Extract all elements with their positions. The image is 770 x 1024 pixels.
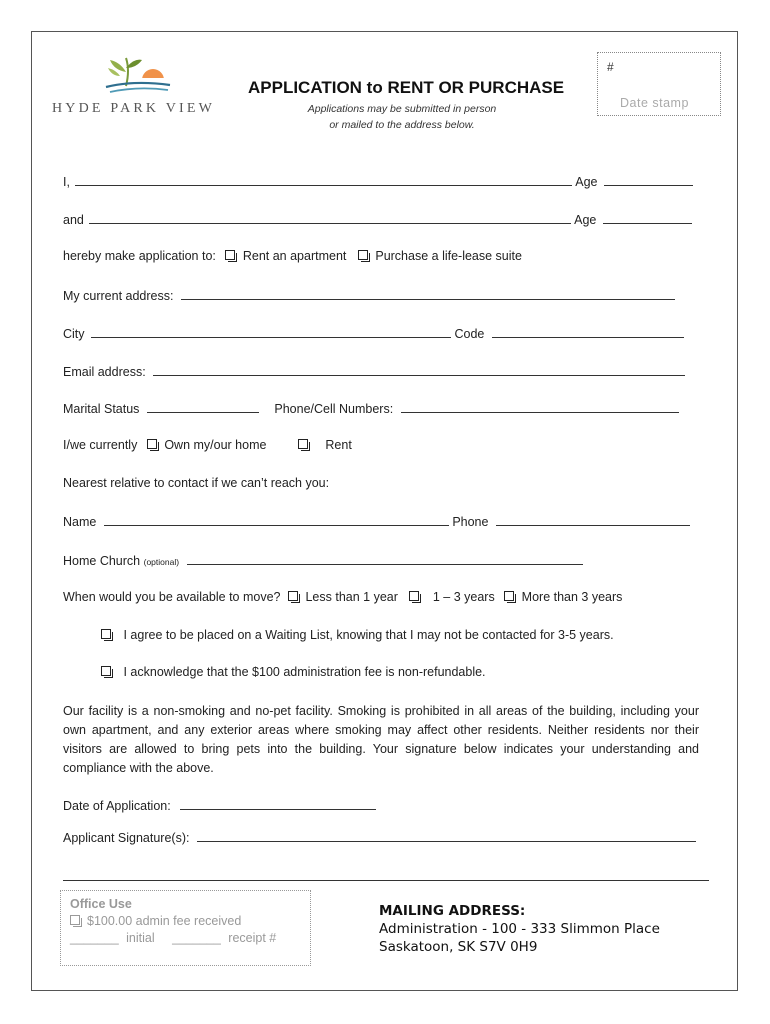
signature-label: Applicant Signature(s): (63, 831, 190, 845)
age-label-2: Age (574, 213, 597, 227)
own-home-checkbox[interactable] (147, 439, 157, 449)
postal-code-field[interactable] (492, 325, 684, 338)
and-label: and (63, 213, 84, 227)
fee-ack-checkbox[interactable] (101, 666, 111, 676)
office-use-title: Office Use (70, 897, 132, 911)
church-row (63, 552, 583, 568)
fee-received-row (70, 914, 301, 928)
current-address-field[interactable] (181, 287, 675, 300)
application-to-label: hereby make application to: (63, 249, 216, 263)
signature-row (63, 829, 696, 845)
waiting-list-label: I agree to be placed on a Waiting List, knowing that I may not be contacted for 3-5 years. (123, 628, 614, 642)
move-gt3-checkbox[interactable] (504, 591, 514, 601)
age-label: Age (575, 175, 598, 189)
rent-apartment-checkbox[interactable] (225, 250, 235, 260)
applicant-row (63, 173, 693, 189)
fee-ack-label: I acknowledge that the $100 administration fee is non-refundable. (123, 665, 486, 679)
residence-row (63, 438, 352, 452)
co-applicant-age-field[interactable] (603, 211, 692, 224)
mailing-address (379, 902, 660, 956)
applicant-prefix: I, (63, 175, 70, 189)
relative-row (63, 513, 690, 529)
relative-name-label: Name (63, 515, 97, 529)
move-lt1-checkbox[interactable] (288, 591, 298, 601)
fee-received-checkbox[interactable] (70, 915, 80, 925)
rent-label: Rent (325, 438, 352, 452)
initial-label: initial (126, 931, 155, 945)
move-1to3-label: 1 – 3 years (432, 590, 495, 604)
relative-name-field[interactable] (104, 513, 449, 526)
relative-phone-field[interactable] (496, 513, 690, 526)
co-applicant-name-field[interactable] (89, 211, 571, 224)
purchase-suite-label: Purchase a life-lease suite (375, 249, 522, 263)
logo-wordmark: HYDE PARK VIEW (52, 101, 216, 116)
email-field[interactable] (153, 363, 685, 376)
move-question-label: When would you be available to move? (63, 590, 281, 604)
hyde-park-view-logo (104, 56, 172, 96)
home-church-label: Home Church (63, 554, 141, 568)
policy-paragraph: Our facility is a non-smoking and no-pet facility. Smoking is prohibited in all areas of the building, including your own apartment, and any exterior areas where smoking may affect other residents. Neither residents nor their visitors are allowed to bring pets into the building. Your signature below indicates your understanding and compliance with the above. (63, 704, 699, 775)
nearest-relative-label: Nearest relative to contact if we can’t reach you: (63, 476, 330, 490)
second-signature-line[interactable] (63, 880, 709, 881)
office-use-box (60, 890, 311, 966)
move-1to3-checkbox[interactable] (409, 591, 419, 601)
email-label: Email address: (63, 365, 146, 379)
current-address-label: My current address: (63, 289, 174, 303)
rent-apartment-label: Rent an apartment (242, 249, 347, 263)
city-code-row (63, 325, 684, 341)
form-subtitle-line1: Applications may be submitted in person (307, 103, 497, 115)
applicant-name-field[interactable] (75, 173, 572, 186)
initial-receipt-row (70, 931, 301, 945)
address-row (63, 287, 675, 303)
marital-status-field[interactable] (147, 400, 259, 413)
receipt-blank[interactable]: _______ (172, 931, 221, 945)
initial-blank[interactable]: _______ (70, 931, 119, 945)
mailing-line1: Administration - 100 - 333 Slimmon Place (379, 921, 660, 937)
date-of-application-field[interactable] (180, 797, 376, 810)
signature-field[interactable] (197, 829, 696, 842)
code-label: Code (454, 327, 485, 341)
phone-numbers-label: Phone/Cell Numbers: (274, 402, 394, 416)
move-gt3-label: More than 3 years (521, 590, 623, 604)
city-label: City (63, 327, 85, 341)
purchase-suite-checkbox[interactable] (358, 250, 368, 260)
own-home-label: Own my/our home (164, 438, 267, 452)
marital-phone-row (63, 400, 679, 416)
date-stamp-box (597, 52, 721, 116)
applicant-age-field[interactable] (604, 173, 693, 186)
rent-checkbox[interactable] (298, 439, 308, 449)
date-of-application-label: Date of Application: (63, 799, 171, 813)
application-type-row (63, 249, 522, 263)
move-lt1-label: Less than 1 year (305, 590, 398, 604)
move-row (63, 590, 622, 604)
city-field[interactable] (91, 325, 451, 338)
receipt-label: receipt # (228, 931, 277, 945)
phone-numbers-field[interactable] (401, 400, 679, 413)
fee-received-label: $100.00 admin fee received (87, 914, 242, 928)
mailing-heading: MAILING ADDRESS: (379, 903, 526, 919)
form-title: APPLICATION to RENT OR PURCHASE (248, 78, 565, 97)
date-row (63, 797, 376, 813)
waiting-list-row (101, 628, 614, 642)
optional-label: (optional) (143, 557, 180, 567)
email-row (63, 363, 685, 379)
stamp-label: Date stamp (620, 96, 689, 110)
relative-phone-label: Phone (452, 515, 489, 529)
stamp-number-sign: # (607, 60, 614, 74)
mailing-line2: Saskatoon, SK S7V 0H9 (379, 939, 538, 955)
form-subtitle-line2: or mailed to the address below. (329, 119, 475, 131)
co-applicant-row (63, 211, 692, 227)
home-church-field[interactable] (187, 552, 583, 565)
marital-status-label: Marital Status (63, 402, 140, 416)
waiting-list-checkbox[interactable] (101, 629, 111, 639)
currently-label: I/we currently (63, 438, 138, 452)
fee-ack-row (101, 665, 486, 679)
